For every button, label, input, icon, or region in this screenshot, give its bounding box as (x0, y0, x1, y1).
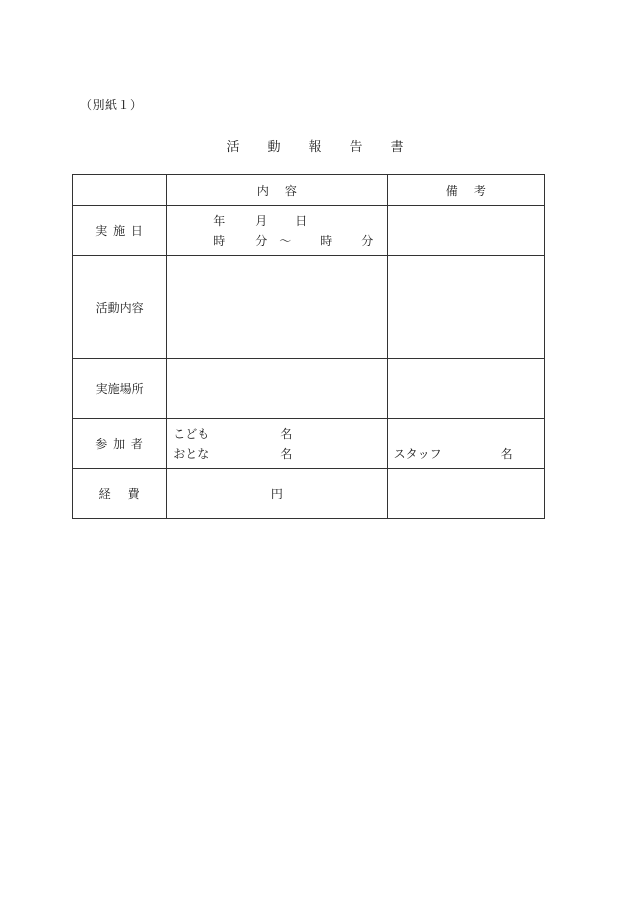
header-remarks-char: 備 (445, 183, 458, 198)
day-unit: 日 (295, 213, 308, 228)
expense-label (73, 469, 167, 519)
children-unit: 名 (280, 426, 293, 441)
staff-field[interactable] (387, 419, 544, 469)
title-char: 書 (390, 140, 404, 155)
header-remarks (387, 175, 544, 206)
date-label: 実 施 日 (73, 206, 167, 256)
place-label: 実施場所 (73, 359, 167, 419)
header-remarks-char: 考 (473, 183, 486, 198)
place-row (73, 359, 545, 419)
children-line (167, 424, 386, 444)
date-field[interactable] (167, 206, 387, 256)
header-content-char: 内 (256, 183, 269, 198)
activity-remarks-field[interactable] (387, 256, 544, 359)
title-char: 動 (267, 140, 281, 155)
title-char: 活 (226, 140, 240, 155)
place-content-field[interactable] (167, 359, 387, 419)
participants-label: 参 加 者 (73, 419, 167, 469)
header-content (167, 175, 387, 206)
title-char: 告 (349, 140, 363, 155)
adults-line (167, 444, 386, 464)
expense-row (73, 469, 545, 519)
title-char: 報 (308, 140, 322, 155)
year-unit: 年 (213, 213, 226, 228)
adults-unit: 名 (280, 446, 293, 461)
expense-label-char: 経 (98, 487, 112, 501)
expense-amount-field[interactable] (167, 469, 387, 519)
yen-unit: 円 (270, 487, 283, 501)
participants-field[interactable] (167, 419, 387, 469)
attachment-label: （別紙１） (80, 98, 143, 112)
table-header-row (73, 175, 545, 206)
date-row (73, 206, 545, 256)
activity-row (73, 256, 545, 359)
start-hour-unit: 時 (213, 233, 226, 248)
place-remarks-field[interactable] (387, 359, 544, 419)
activity-content-field[interactable] (167, 256, 387, 359)
document-title (0, 136, 630, 155)
date-ymd-line (167, 211, 386, 231)
header-content-char: 容 (284, 183, 297, 198)
start-minute-unit: 分 (255, 233, 268, 248)
staff-unit: 名 (500, 446, 513, 461)
children-label: こども (173, 426, 210, 441)
end-minute-unit: 分 (361, 233, 374, 248)
activity-report-table (72, 174, 545, 519)
staff-label: スタッフ (393, 446, 442, 461)
expense-label-char: 費 (127, 487, 141, 501)
participants-row (73, 419, 545, 469)
date-remarks-field[interactable] (387, 206, 544, 256)
end-hour-unit: 時 (320, 233, 333, 248)
activity-label: 活動内容 (73, 256, 167, 359)
time-range-tilde: ～ (279, 233, 292, 248)
expense-remarks-field[interactable] (387, 469, 544, 519)
month-unit: 月 (255, 213, 268, 228)
header-blank-cell (73, 175, 167, 206)
staff-line (388, 444, 544, 464)
adults-label: おとな (173, 446, 210, 461)
time-range-line (167, 231, 386, 251)
